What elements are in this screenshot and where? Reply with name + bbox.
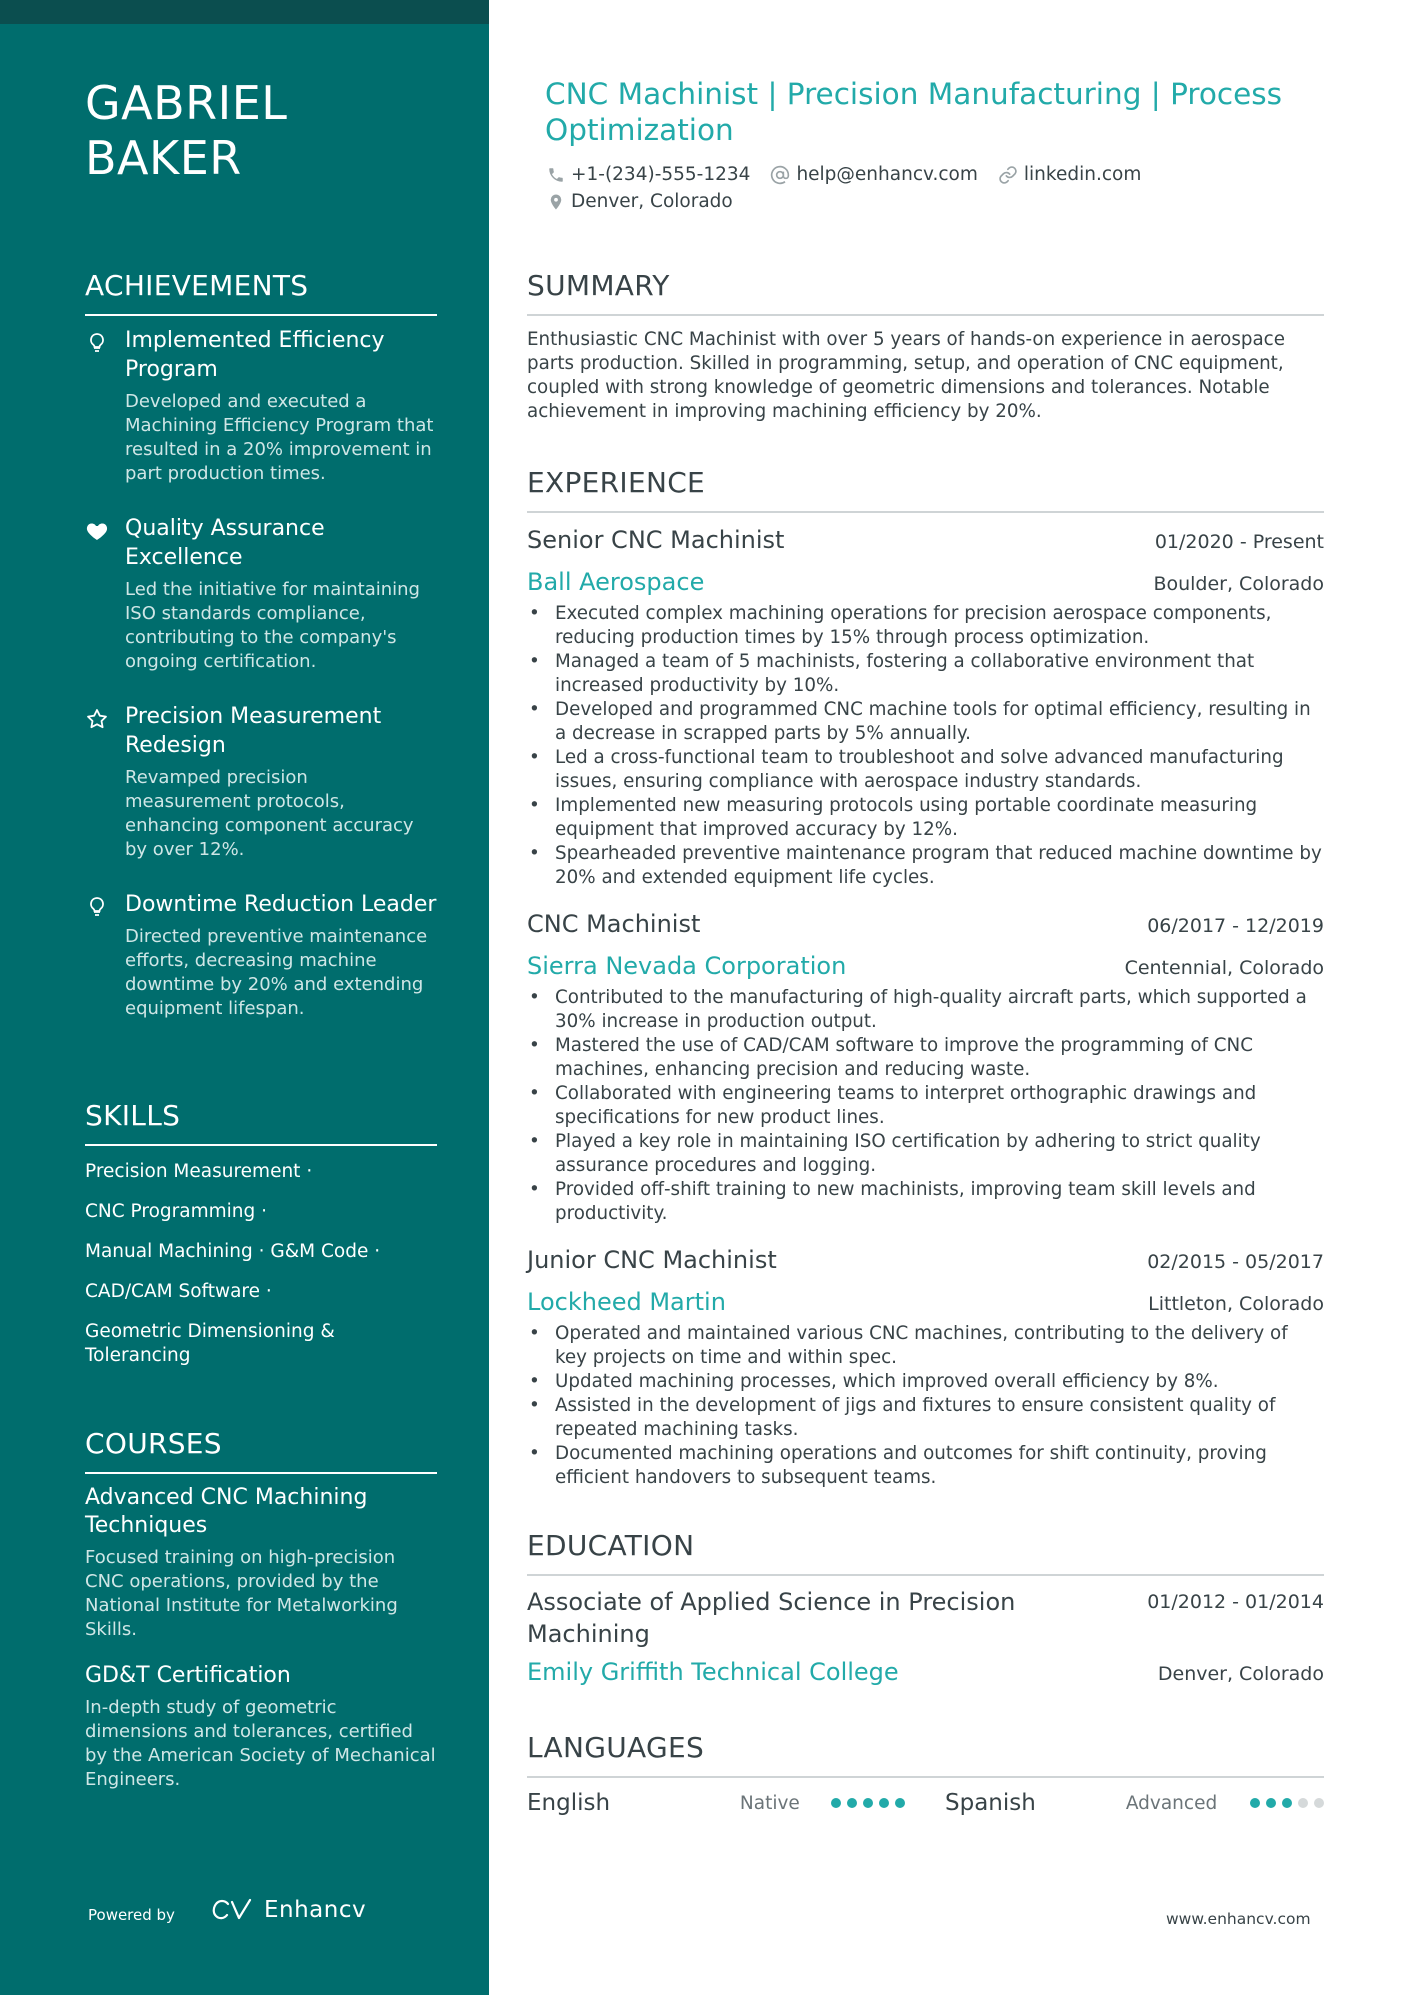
- linkedin-contact[interactable]: [998, 164, 1141, 185]
- achievement-item: [85, 514, 437, 674]
- rating-dot-empty: [1314, 1798, 1324, 1808]
- job-bullets: [527, 986, 1324, 1226]
- skill-item: Precision Measurement ·: [85, 1161, 313, 1182]
- at-icon: [770, 165, 790, 185]
- education-dates: 01/2012 - 01/2014: [1147, 1591, 1324, 1613]
- job-bullet: • Spearheaded preventive maintenance program that reduced machine downtime by 20% and extended equipment life cycles.: [527, 842, 1324, 890]
- job-bullet: • Implemented new measuring protocols using portable coordinate measuring equipment that improved accuracy by 12%.: [527, 794, 1324, 842]
- skill-item: Geometric Dimensioning & Tolerancing: [85, 1321, 335, 1366]
- achievement-title: Implemented Efficiency Program: [125, 328, 385, 382]
- skills-list: [85, 1160, 437, 1368]
- heart-icon: [85, 519, 109, 543]
- job-entry: [527, 908, 1324, 1226]
- skills-section: [85, 1098, 437, 1384]
- job-location: Littleton, Colorado: [1148, 1293, 1324, 1315]
- language-name: Spanish: [945, 1790, 1036, 1816]
- job-title: Senior CNC Machinist: [527, 526, 785, 554]
- language-level: Advanced: [1125, 1792, 1218, 1814]
- summary-text: Enthusiastic CNC Machinist with over 5 years of hands-on experience in aerospace parts production. Skilled in programming, setup, and operation of CNC equipment, coupled with strong knowledge of geometric dimensions and tolerances. Notable achievement in improving machining efficiency by 20%.: [527, 329, 1285, 422]
- star-icon: [85, 707, 109, 731]
- skill-item: CNC Programming ·: [85, 1201, 268, 1222]
- education-title: EDUCATION: [527, 1528, 1324, 1576]
- job-title: CNC Machinist: [527, 910, 701, 938]
- job-bullet: • Updated machining processes, which improved overall efficiency by 8%.: [527, 1370, 1324, 1394]
- rating-dot-filled: [879, 1798, 889, 1808]
- achievement-title: Quality Assurance Excellence: [125, 516, 325, 570]
- course-desc: In-depth study of geometric dimensions and tolerances, certified by the American Society of Mechanical Engineers.: [85, 1697, 436, 1790]
- rating-dot-filled: [1250, 1798, 1260, 1808]
- education-section: [527, 1528, 1324, 1690]
- language-item: [527, 1790, 905, 1816]
- school-name: Emily Griffith Technical College: [527, 1658, 899, 1686]
- lightbulb-icon: [85, 331, 109, 355]
- job-company: Ball Aerospace: [527, 568, 705, 596]
- phone-icon: [547, 166, 565, 184]
- job-bullet: • Led a cross-functional team to troubleshoot and solve advanced manufacturing issues, ensuring compliance with aerospace industry standards.: [527, 746, 1324, 794]
- rating-dot-empty: [1298, 1798, 1308, 1808]
- course-title: GD&T Certification: [85, 1663, 291, 1688]
- skill-item: Manual Machining · G&M Code ·: [85, 1241, 381, 1262]
- achievement-item: [85, 702, 437, 862]
- email-contact[interactable]: [770, 164, 977, 185]
- map-pin-icon: [547, 192, 565, 212]
- rating-dot-filled: [1266, 1798, 1276, 1808]
- phone-contact[interactable]: [547, 164, 750, 185]
- location-contact: [547, 191, 733, 212]
- experience-section: [527, 465, 1324, 513]
- job-bullet: • Documented machining operations and outcomes for shift continuity, proving efficient handovers to subsequent teams.: [527, 1442, 1324, 1490]
- job-location: Boulder, Colorado: [1153, 573, 1324, 595]
- job-bullet: • Provided off-shift training to new machinists, improving team skill levels and productivity.: [527, 1178, 1324, 1226]
- job-bullets: [527, 1322, 1324, 1490]
- rating-dot-filled: [895, 1798, 905, 1808]
- job-dates: 01/2020 - Present: [1154, 531, 1324, 553]
- language-name: English: [527, 1790, 611, 1816]
- powered-by-label: Powered by: [88, 1906, 175, 1924]
- course-desc: Focused training on high-precision CNC operations, provided by the National Institute for Metalworking Skills.: [85, 1547, 398, 1640]
- rating-dot-filled: [1282, 1798, 1292, 1808]
- course-item: [85, 1662, 437, 1792]
- lightbulb-icon: [85, 895, 109, 919]
- linkedin-text: linkedin.com: [1023, 164, 1142, 185]
- brand-name: Enhancv: [264, 1897, 367, 1923]
- last-name: BAKER: [85, 131, 242, 185]
- job-location: Centennial, Colorado: [1124, 957, 1324, 979]
- course-title: Advanced CNC Machining Techniques: [85, 1485, 368, 1538]
- job-entry: [527, 524, 1324, 890]
- job-bullet: • Assisted in the development of jigs and fixtures to ensure consistent quality of repeated machining tasks.: [527, 1394, 1324, 1442]
- language-level: Native: [739, 1792, 800, 1814]
- achievement-desc: Directed preventive maintenance efforts, decreasing machine downtime by 20% and extending equipment lifespan.: [125, 926, 428, 1019]
- contact-row: [547, 164, 1161, 185]
- job-bullet: • Managed a team of 5 machinists, fostering a collaborative environment that increased productivity by 10%.: [527, 650, 1324, 698]
- job-company: Lockheed Martin: [527, 1288, 726, 1316]
- job-bullet: • Developed and programmed CNC machine tools for optimal efficiency, resulting in a decrease in scrapped parts by 5% annually.: [527, 698, 1324, 746]
- achievement-item: [85, 326, 437, 486]
- achievement-desc: Developed and executed a Machining Efficiency Program that resulted in a 20% improvement in part production times.: [125, 391, 434, 484]
- job-dates: 06/2017 - 12/2019: [1147, 915, 1324, 937]
- job-bullet: • Mastered the use of CAD/CAM software to improve the programming of CNC machines, enhancing precision and reducing waste.: [527, 1034, 1324, 1082]
- skills-title: SKILLS: [85, 1098, 437, 1146]
- skill-item: CAD/CAM Software ·: [85, 1281, 272, 1302]
- courses-section: [85, 1426, 437, 1792]
- language-rating: [1250, 1798, 1324, 1808]
- achievements-title: ACHIEVEMENTS: [85, 268, 437, 316]
- sidebar: [0, 0, 489, 1995]
- job-entry: [527, 1244, 1324, 1490]
- enhancv-logo[interactable]: [206, 1896, 366, 1924]
- job-bullet: • Operated and maintained various CNC machines, contributing to the delivery of key projects on time and within spec.: [527, 1322, 1324, 1370]
- location-text: Denver, Colorado: [571, 191, 733, 212]
- achievement-title: Downtime Reduction Leader: [125, 892, 437, 917]
- job-bullet: • Contributed to the manufacturing of high-quality aircraft parts, which supported a 30% increase in production output.: [527, 986, 1324, 1034]
- job-dates: 02/2015 - 05/2017: [1147, 1251, 1324, 1273]
- rating-dot-filled: [831, 1798, 841, 1808]
- achievements-section: [85, 268, 437, 1021]
- candidate-name: [85, 76, 465, 186]
- job-title: Junior CNC Machinist: [527, 1246, 777, 1274]
- link-icon: [998, 165, 1018, 185]
- job-company: Sierra Nevada Corporation: [527, 952, 847, 980]
- summary-section: [527, 268, 1324, 424]
- email-text: help@enhancv.com: [796, 164, 978, 185]
- language-rating: [831, 1798, 905, 1808]
- languages-section: [527, 1730, 1324, 1778]
- degree-title: Associate of Applied Science in Precision Machining: [527, 1588, 1016, 1648]
- job-bullet: • Executed complex machining operations for precision aerospace components, reducing production times by 15% through process optimization.: [527, 602, 1324, 650]
- enhancv-logo-icon: [206, 1896, 254, 1924]
- location-row: [547, 191, 753, 212]
- rating-dot-filled: [847, 1798, 857, 1808]
- achievement-title: Precision Measurement Redesign: [125, 704, 382, 758]
- achievement-desc: Revamped precision measurement protocols, enhancing component accuracy by over 12%.: [125, 767, 414, 860]
- achievement-desc: Led the initiative for maintaining ISO standards compliance, contributing to the company's ongoing certification.: [125, 579, 420, 672]
- headline: CNC Machinist | Precision Manufacturing | Process Optimization: [545, 77, 1283, 147]
- experience-title: EXPERIENCE: [527, 465, 1324, 513]
- sidebar-top-bar: [0, 0, 489, 24]
- job-bullet: • Collaborated with engineering teams to interpret orthographic drawings and specifications for new product lines.: [527, 1082, 1324, 1130]
- first-name: GABRIEL: [85, 76, 288, 130]
- summary-title: SUMMARY: [527, 268, 1324, 316]
- course-item: [85, 1484, 437, 1642]
- achievement-item: [85, 890, 437, 1021]
- footer-url[interactable]: www.enhancv.com: [1166, 1910, 1311, 1928]
- courses-title: COURSES: [85, 1426, 437, 1474]
- rating-dot-filled: [863, 1798, 873, 1808]
- phone-text: +1-(234)-555-1234: [571, 164, 751, 185]
- languages-title: LANGUAGES: [527, 1730, 1324, 1778]
- job-bullet: • Played a key role in maintaining ISO certification by adhering to strict quality assurance procedures and logging.: [527, 1130, 1324, 1178]
- job-bullets: [527, 602, 1324, 890]
- school-location: Denver, Colorado: [1157, 1663, 1324, 1685]
- language-item: [945, 1790, 1324, 1816]
